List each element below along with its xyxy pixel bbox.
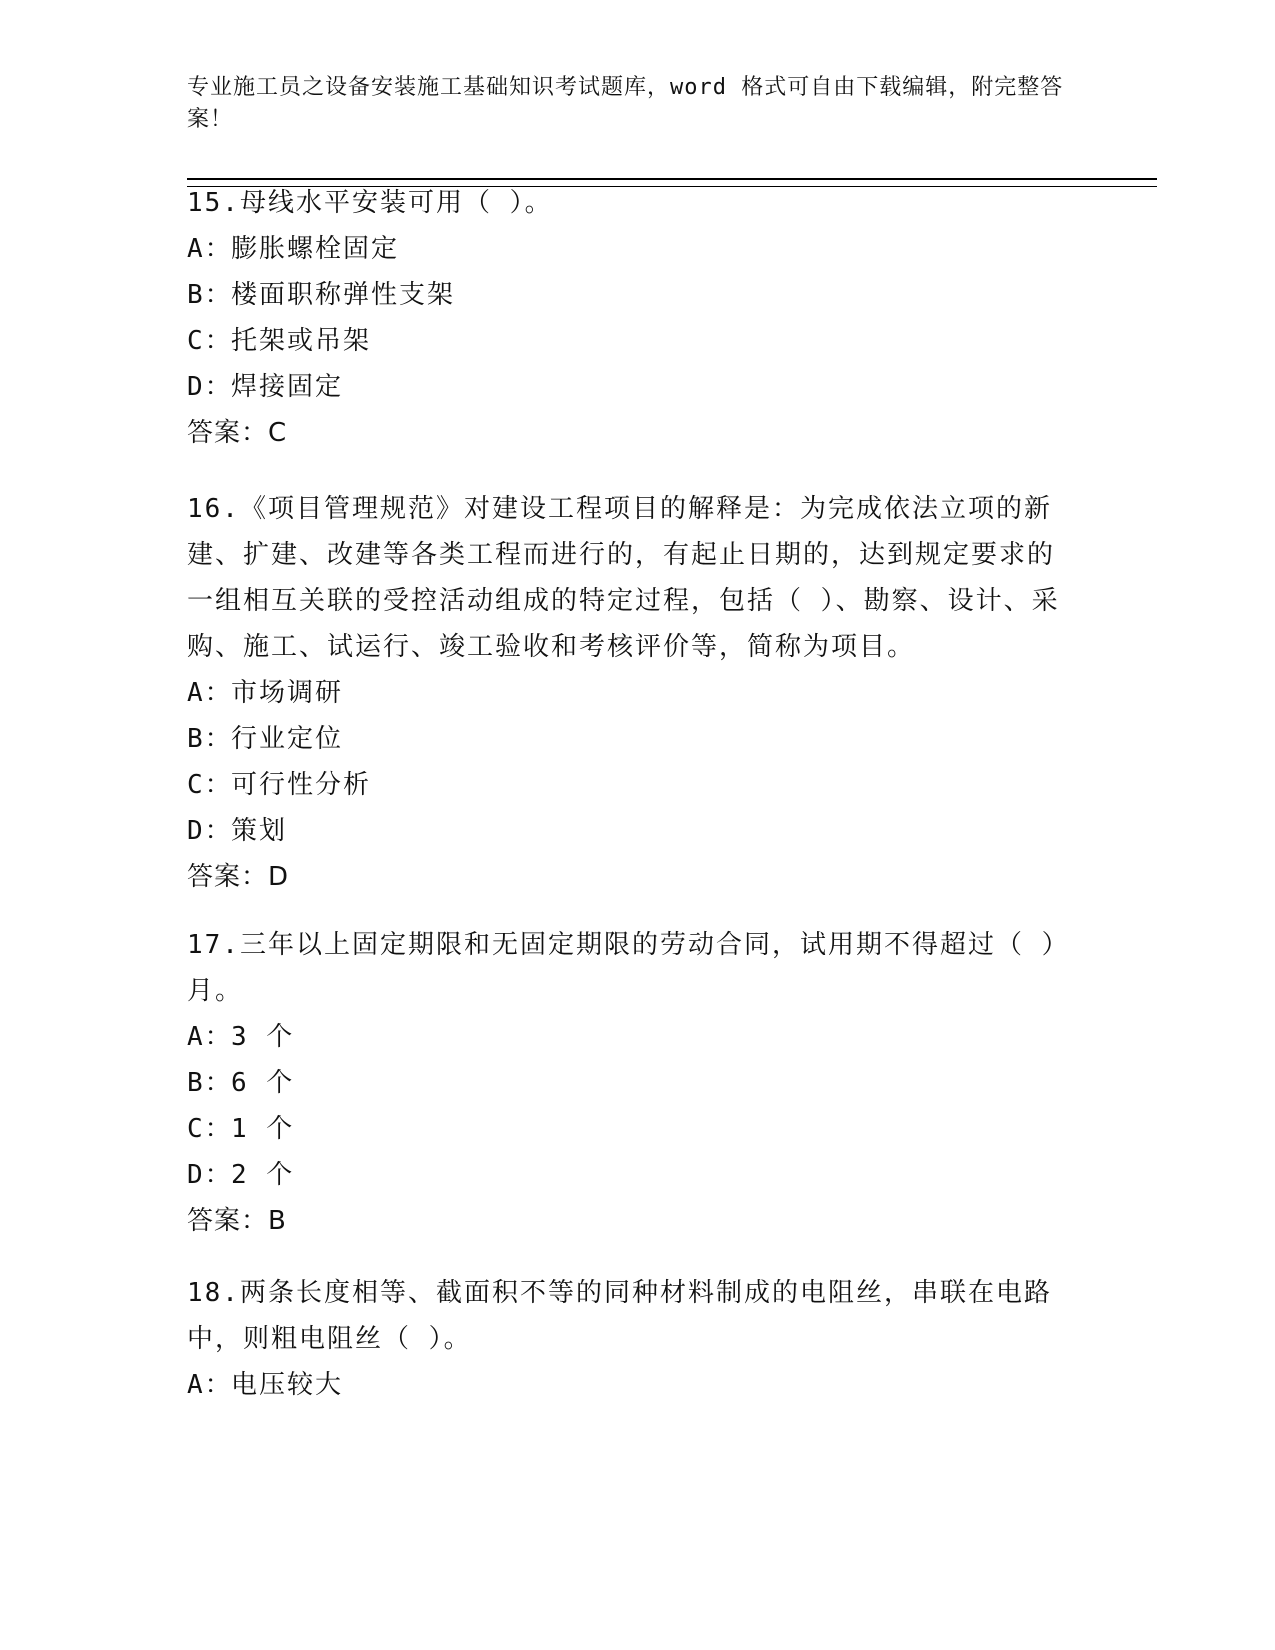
option-c [187,1106,1067,1152]
option-text: 行业定位 [231,724,344,754]
option-key: A： [187,678,233,708]
option-key: B： [187,1068,233,1098]
option-text: 可行性分析 [231,770,372,800]
answer: 答案：B [187,1206,287,1236]
option-c [187,318,1067,364]
option-key: A： [187,234,233,264]
question-16 [187,486,1067,900]
option-b [187,272,1067,318]
option-key: A： [187,1022,233,1052]
option-key: A： [187,1370,233,1400]
option-text: 楼面职称弹性支架 [231,280,456,310]
answer: 答案：D [187,862,290,892]
option-text: 6 个 [231,1068,295,1098]
option-text: 焊接固定 [231,372,344,402]
option-text: 膨胀螺栓固定 [231,234,400,264]
option-text: 市场调研 [231,678,344,708]
option-b [187,1060,1067,1106]
option-key: D： [187,816,233,846]
answer: 答案：C [187,418,288,448]
option-key: D： [187,1160,233,1190]
document-header: 专业施工员之设备安装施工基础知识考试题库，word 格式可自由下载编辑，附完整答案！ [187,75,1064,132]
option-a [187,1014,1067,1060]
option-text: 托架或吊架 [231,326,372,356]
option-key: B： [187,724,233,754]
option-key: B： [187,280,233,310]
option-key: D： [187,372,233,402]
option-d [187,808,1067,854]
question-18 [187,1270,1067,1408]
option-a [187,1362,1067,1408]
option-key: C： [187,326,233,356]
option-d [187,1152,1067,1198]
option-text: 3 个 [231,1022,295,1052]
option-a [187,226,1067,272]
option-c [187,762,1067,808]
option-text: 策划 [231,816,288,846]
option-key: C： [187,770,233,800]
option-a [187,670,1067,716]
option-key: C： [187,1114,233,1144]
question-text: 16.《项目管理规范》对建设工程项目的解释是：为完成依法立项的新建、扩建、改建等各类工程而进行的，有起止日期的，达到规定要求的一组相互关联的受控活动组成的特定过程，包括（ ）、勘察、设计、采购、施工、试运行、竣工验收和考核评价等，简称为项目。 [187,494,1060,662]
option-text: 电压较大 [231,1370,344,1400]
option-b [187,716,1067,762]
question-text: 18.两条长度相等、截面积不等的同种材料制成的电阻丝，串联在电路中，则粗电阻丝（ ）。 [187,1278,1052,1354]
question-text: 17.三年以上固定期限和无固定期限的劳动合同，试用期不得超过（ ）月。 [187,930,1057,1006]
question-17 [187,922,1067,1244]
question-text: 15.母线水平安装可用（ ）。 [187,188,553,218]
option-text: 1 个 [231,1114,295,1144]
option-d [187,364,1067,410]
question-15 [187,180,1067,456]
option-text: 2 个 [231,1160,295,1190]
